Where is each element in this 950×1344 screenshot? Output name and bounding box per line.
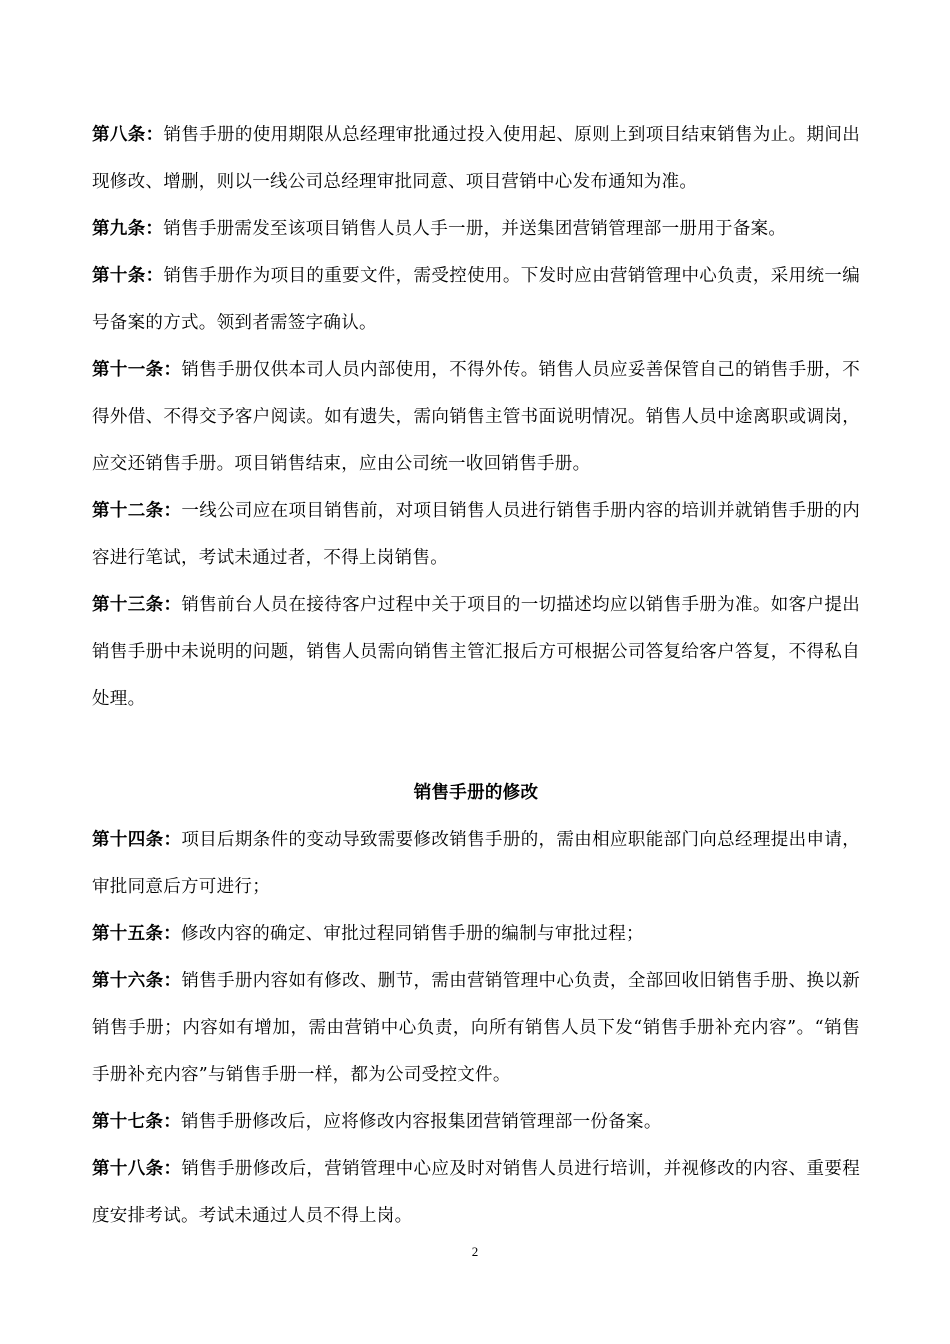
section-title: 销售手册的修改 bbox=[413, 783, 539, 803]
article-11 bbox=[92, 347, 860, 488]
article-number: 第十一条 bbox=[92, 360, 164, 380]
article-text: 销售前台人员在接待客户过程中关于项目的一切描述均应以销售手册为准。如客户提出销售手册中未说明的问题，销售人员需向销售主管汇报后方可根据公司答复给客户答复，不得私自处理。 bbox=[92, 595, 860, 709]
article-number: 第九条 bbox=[92, 219, 146, 239]
article-separator: ： bbox=[163, 1112, 182, 1132]
article-text: 修改内容的确定、审批过程同销售手册的编制与审批过程； bbox=[181, 924, 644, 944]
article-text: 项目后期条件的变动导致需要修改销售手册的，需由相应职能部门向总经理提出申请，审批同意后方可进行； bbox=[92, 830, 860, 897]
article-text: 销售手册修改后，应将修改内容报集团营销管理部一份备案。 bbox=[181, 1112, 662, 1132]
article-separator: ： bbox=[163, 971, 182, 991]
blank-line bbox=[92, 723, 860, 770]
article-9 bbox=[92, 206, 860, 253]
article-text: 销售手册需发至该项目销售人员人手一册，并送集团营销管理部一册用于备案。 bbox=[163, 219, 787, 239]
article-text: 销售手册的使用期限从总经理审批通过投入使用起、原则上到项目结束销售为止。期间出现修改、增删，则以一线公司总经理审批同意、项目营销中心发布通知为准。 bbox=[92, 125, 860, 192]
article-16 bbox=[92, 958, 860, 1099]
article-14 bbox=[92, 817, 860, 911]
article-number: 第十六条 bbox=[92, 971, 164, 991]
article-12 bbox=[92, 488, 860, 582]
article-number: 第十八条 bbox=[92, 1159, 164, 1179]
article-separator: ： bbox=[163, 595, 182, 615]
article-number: 第十二条 bbox=[92, 501, 164, 521]
article-text: 销售手册内容如有修改、删节，需由营销管理中心负责，全部回收旧销售手册、换以新销售手册；内容如有增加，需由营销中心负责，向所有销售人员下发“销售手册补充内容”。“销售手册补充内容”与销售手册一样，都为公司受控文件。 bbox=[92, 971, 860, 1085]
article-text: 销售手册修改后，营销管理中心应及时对销售人员进行培训，并视修改的内容、重要程度安排考试。考试未通过人员不得上岗。 bbox=[92, 1159, 860, 1226]
article-separator: ： bbox=[163, 360, 182, 380]
article-number: 第十条 bbox=[92, 266, 146, 286]
article-separator: ： bbox=[163, 1159, 182, 1179]
article-separator: ： bbox=[163, 501, 182, 521]
article-18 bbox=[92, 1146, 860, 1240]
page-number: 2 bbox=[471, 1244, 479, 1259]
article-separator: ： bbox=[163, 830, 182, 850]
article-text: 销售手册仅供本司人员内部使用，不得外传。销售人员应妥善保管自己的销售手册，不得外借、不得交予客户阅读。如有遗失，需向销售主管书面说明情况。销售人员中途离职或调岗，应交还销售手册。项目销售结束，应由公司统一收回销售手册。 bbox=[92, 360, 860, 474]
article-17 bbox=[92, 1099, 860, 1146]
article-number: 第八条 bbox=[92, 125, 146, 145]
article-text: 销售手册作为项目的重要文件，需受控使用。下发时应由营销管理中心负责，采用统一编号备案的方式。领到者需签字确认。 bbox=[92, 266, 860, 333]
article-separator: ： bbox=[145, 125, 164, 145]
article-separator: ： bbox=[163, 924, 182, 944]
document-page bbox=[92, 112, 860, 1240]
article-8 bbox=[92, 112, 860, 206]
article-13 bbox=[92, 582, 860, 723]
article-number: 第十五条 bbox=[92, 924, 164, 944]
article-15 bbox=[92, 911, 860, 958]
article-text: 一线公司应在项目销售前，对项目销售人员进行销售手册内容的培训并就销售手册的内容进行笔试，考试未通过者，不得上岗销售。 bbox=[92, 501, 860, 568]
article-10 bbox=[92, 253, 860, 347]
article-separator: ： bbox=[145, 266, 164, 286]
article-separator: ： bbox=[145, 219, 164, 239]
article-number: 第十四条 bbox=[92, 830, 164, 850]
article-number: 第十七条 bbox=[92, 1112, 164, 1132]
article-number: 第十三条 bbox=[92, 595, 164, 615]
